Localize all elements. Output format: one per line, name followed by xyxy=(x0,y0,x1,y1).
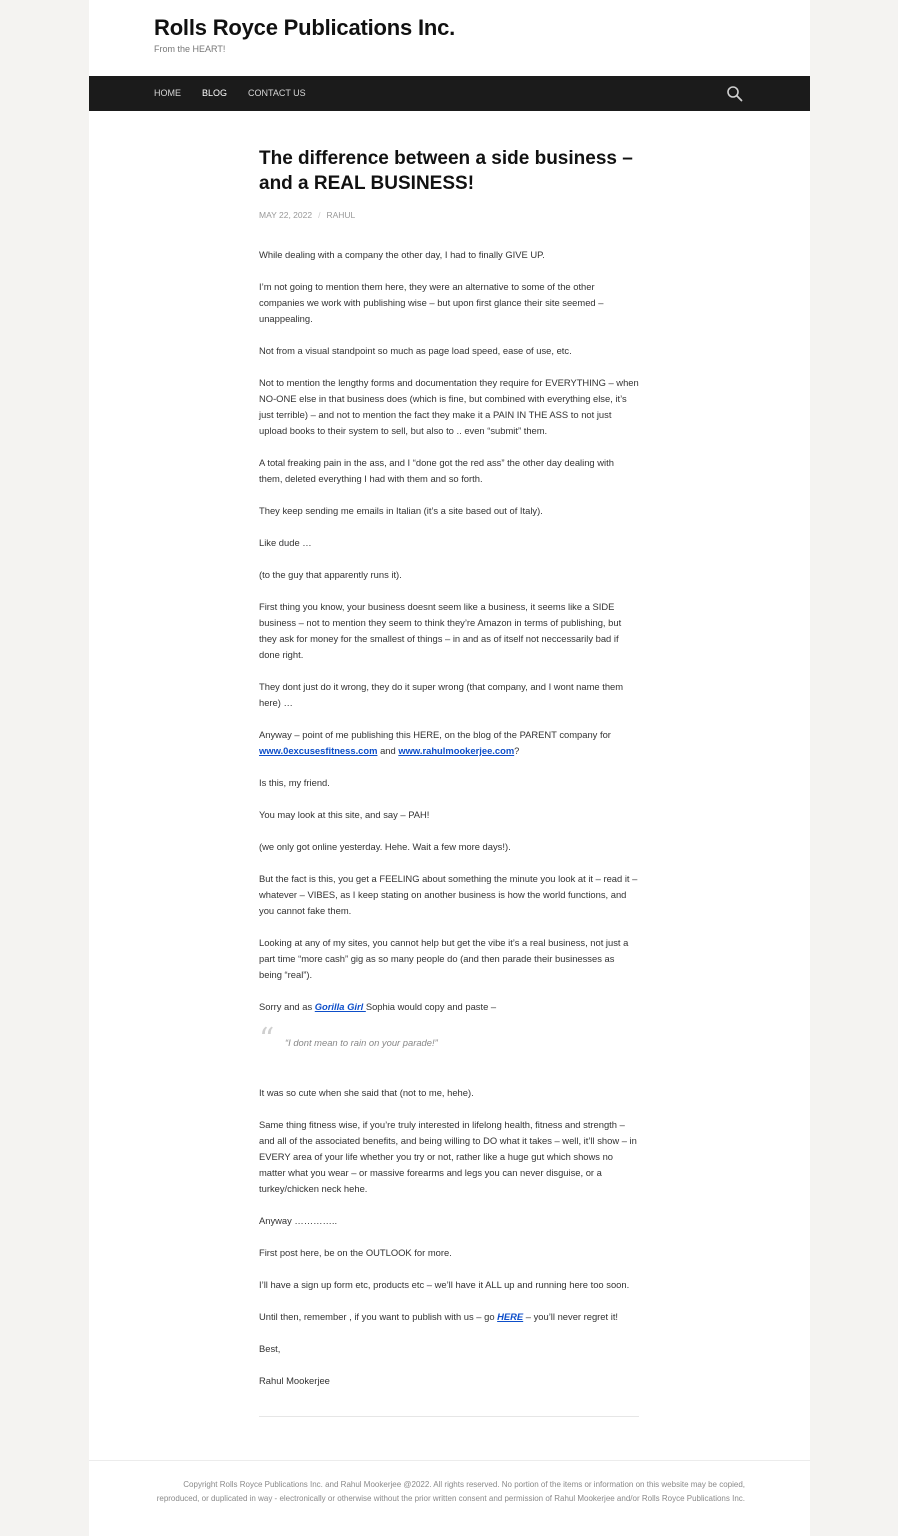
link-0excusesfitness[interactable]: www.0excusesfitness.com xyxy=(259,745,378,756)
link-gorilla-girl[interactable]: Gorilla Girl xyxy=(314,1001,366,1012)
links-text-before: Anyway – point of me publishing this HERE, on the blog of the PARENT company for xyxy=(259,729,611,740)
page-container xyxy=(89,0,810,1536)
here-text-before: Until then, remember , if you want to publish with us – go xyxy=(259,1311,498,1322)
search-icon[interactable] xyxy=(726,85,744,103)
post-paragraph: First thing you know, your business doesnt seem like a business, it seems like a SIDE business – not to mention they seem to think they’re Amazon in terms of publishing, but they ask for money for the smallest of things – in and as of itself not neccessarily bad if done right. xyxy=(259,601,622,660)
post-content xyxy=(259,247,639,1389)
links-text-after: ? xyxy=(514,745,520,756)
blockquote xyxy=(259,1022,639,1057)
main-navigation xyxy=(89,76,810,111)
quote-text: “I dont mean to rain on your parade!” xyxy=(285,1037,438,1048)
post-paragraph: Looking at any of my sites, you cannot help but get the vibe it’s a real business, not just a part time “more cash” gig as so many people do (and then parade their businesses as being “real”). xyxy=(259,937,629,980)
post-paragraph: I’ll have a sign up form etc, products etc – we’ll have it ALL up and running here too soon. xyxy=(259,1279,630,1290)
post-paragraph-links xyxy=(259,727,639,759)
post-author-signature: Rahul Mookerjee xyxy=(259,1375,330,1386)
post-paragraph: You may look at this site, and say – PAH! xyxy=(259,809,430,820)
post-author[interactable]: RAHUL xyxy=(326,210,356,220)
post-paragraph: Anyway ………….. xyxy=(259,1215,338,1226)
post-signoff: Best, xyxy=(259,1343,281,1354)
post-paragraph: It was so cute when she said that (not to me, hehe). xyxy=(259,1087,474,1098)
site-title[interactable]: Rolls Royce Publications Inc. xyxy=(154,15,456,40)
post-paragraph: Is this, my friend. xyxy=(259,777,330,788)
nav-item-home[interactable]: HOME xyxy=(154,88,181,98)
quote-mark-icon: “ xyxy=(259,1022,275,1057)
post-date[interactable]: MAY 22, 2022 xyxy=(259,210,313,220)
gorilla-text-after: Sophia would copy and paste – xyxy=(365,1001,497,1012)
link-rahulmookerjee[interactable]: www.rahulmookerjee.com xyxy=(398,745,515,756)
post-paragraph: But the fact is this, you get a FEELING about something the minute you look at it – read it – whatever – VIBES, as I keep stating on another business is how the world functions, and you cannot fake them. xyxy=(259,873,638,916)
post-divider xyxy=(259,1416,639,1417)
footer-copyright: Copyright Rolls Royce Publications Inc. and Rahul Mookerjee @2022. All rights reserved. No portion of the items or information on this website may be copied, reproduced, or duplicated in way - electronically or otherwise without the prior written consent and permission of Rahul Mookerjee and/or Rolls Royce Publications Inc. xyxy=(156,1480,745,1503)
site-header xyxy=(154,14,455,54)
here-text-after: – you’ll never regret it! xyxy=(523,1311,619,1322)
post-paragraph: Not from a visual standpoint so much as page load speed, ease of use, etc. xyxy=(259,345,572,356)
gorilla-text-before: Sorry and as xyxy=(259,1001,315,1012)
site-tagline: From the HEART! xyxy=(154,44,226,54)
nav-item-contact-us[interactable]: CONTACT US xyxy=(248,88,306,98)
meta-separator: / xyxy=(318,210,321,220)
post-paragraph: First post here, be on the OUTLOOK for more. xyxy=(259,1247,452,1258)
post-paragraph: They dont just do it wrong, they do it super wrong (that company, and I wont name them here) … xyxy=(259,681,624,708)
post-paragraph: (we only got online yesterday. Hehe. Wait a few more days!). xyxy=(259,841,511,852)
post-paragraph-gorilla xyxy=(259,999,639,1015)
site-footer xyxy=(154,1478,745,1505)
post-paragraph: I’m not going to mention them here, they were an alternative to some of the other companies we work with publishing wise – but upon first glance their site seemed – unappealing. xyxy=(259,281,604,324)
post-paragraph: Same thing fitness wise, if you’re truly interested in lifelong health, fitness and strength – and all of the associated benefits, and being willing to DO what it takes – well, it’ll show – in EVERY area of your life whether you try or not, rather like a huge gut which shows no matter what you wear – or massive forearms and legs you can never disguise, or a turkey/chicken neck hehe. xyxy=(259,1119,637,1194)
post-paragraph: Like dude … xyxy=(259,537,312,548)
post-paragraph: Not to mention the lengthy forms and documentation they require for EVERYTHING – when NO-ONE else in that business does (which is fine, but combined with everything else, it’s just terrible) – and not to mention the fact they make it a PAIN IN THE ASS to not just upload books to their system to sell, but also to .. even “submit” them. xyxy=(259,377,639,436)
nav-menu xyxy=(154,76,327,111)
post-paragraph-here xyxy=(259,1309,639,1325)
nav-item-blog[interactable]: BLOG xyxy=(202,88,228,98)
link-here[interactable]: HERE xyxy=(497,1311,524,1322)
post-title: The difference between a side business – and a REAL BUSINESS! xyxy=(259,148,633,194)
blog-post xyxy=(259,146,639,1405)
post-meta xyxy=(259,210,639,220)
post-paragraph: (to the guy that apparently runs it). xyxy=(259,569,402,580)
links-text-middle: and xyxy=(377,745,399,756)
post-paragraph: While dealing with a company the other day, I had to finally GIVE UP. xyxy=(259,249,545,260)
post-paragraph: They keep sending me emails in Italian (it’s a site based out of Italy). xyxy=(259,505,543,516)
post-paragraph: A total freaking pain in the ass, and I “done got the red ass” the other day dealing with them, deleted everything I had with them and so forth. xyxy=(259,457,614,484)
footer-divider xyxy=(89,1460,810,1461)
